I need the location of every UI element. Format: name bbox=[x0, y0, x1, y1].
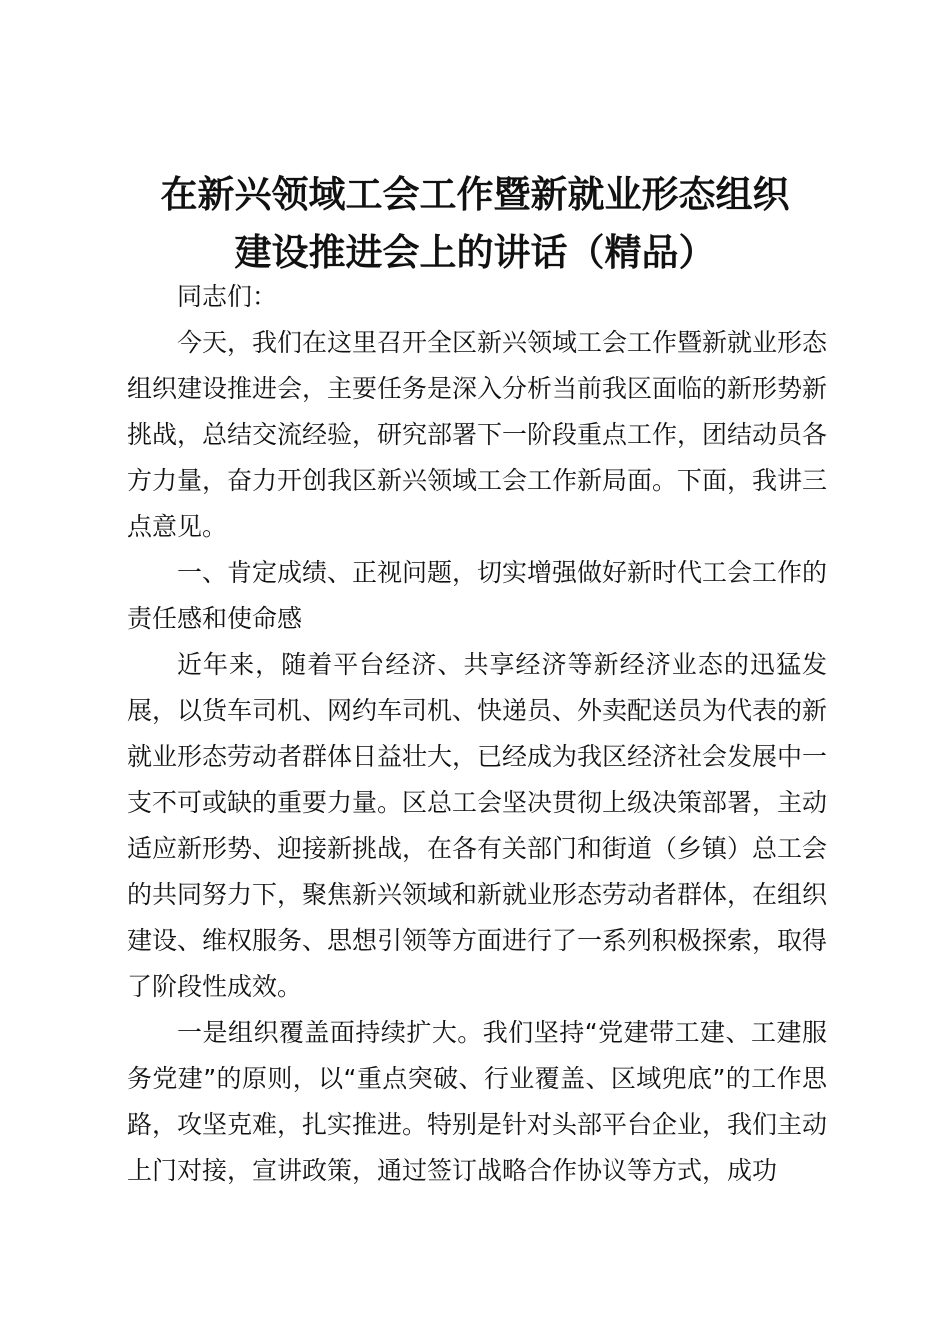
title-line-2: 建设推进会上的讲话（精品） bbox=[234, 231, 716, 274]
section-heading-1: 一、肯定成绩、正视问题，切实增强做好新时代工会工作的责任感和使命感 bbox=[127, 558, 828, 633]
paragraph-achievements: 近年来，随着平台经济、共享经济等新经济业态的迅猛发展，以货车司机、网约车司机、快递员、外卖配送员为代表的新就业形态劳动者群体日益壮大，已经成为我区经济社会发展中一支不可或缺的重要力量。区总工会坚决贯彻上级决策部署，主动适应新形势、迎接新挑战，在各有关部门和街道（乡镇）总工会的共同努力下，聚焦新兴领域和新就业形态劳动者群体，在组织建设、维权服务、思想引领等方面进行了一系列积极探索，取得了阶段性成效。 bbox=[127, 650, 828, 1001]
document-title bbox=[100, 166, 850, 282]
paragraph-point-1: 一是组织覆盖面持续扩大。我们坚持“党建带工建、工建服务党建”的原则，以“重点突破、行业覆盖、区域兜底”的工作思路，攻坚克难，扎实推进。特别是针对头部平台企业，我们主动上门对接，宣讲政策，通过签订战略合作协议等方式，成功 bbox=[127, 1018, 828, 1185]
paragraph-intro: 今天，我们在这里召开全区新兴领域工会工作暨新就业形态组织建设推进会，主要任务是深入分析当前我区面临的新形势新挑战，总结交流经验，研究部署下一阶段重点工作，团结动员各方力量，奋力开创我区新兴领域工会工作新局面。下面，我讲三点意见。 bbox=[127, 328, 828, 541]
salutation: 同志们： bbox=[177, 282, 278, 311]
document-body bbox=[127, 274, 827, 1194]
title-line-1: 在新兴领域工会工作暨新就业形态组织 bbox=[160, 173, 790, 216]
